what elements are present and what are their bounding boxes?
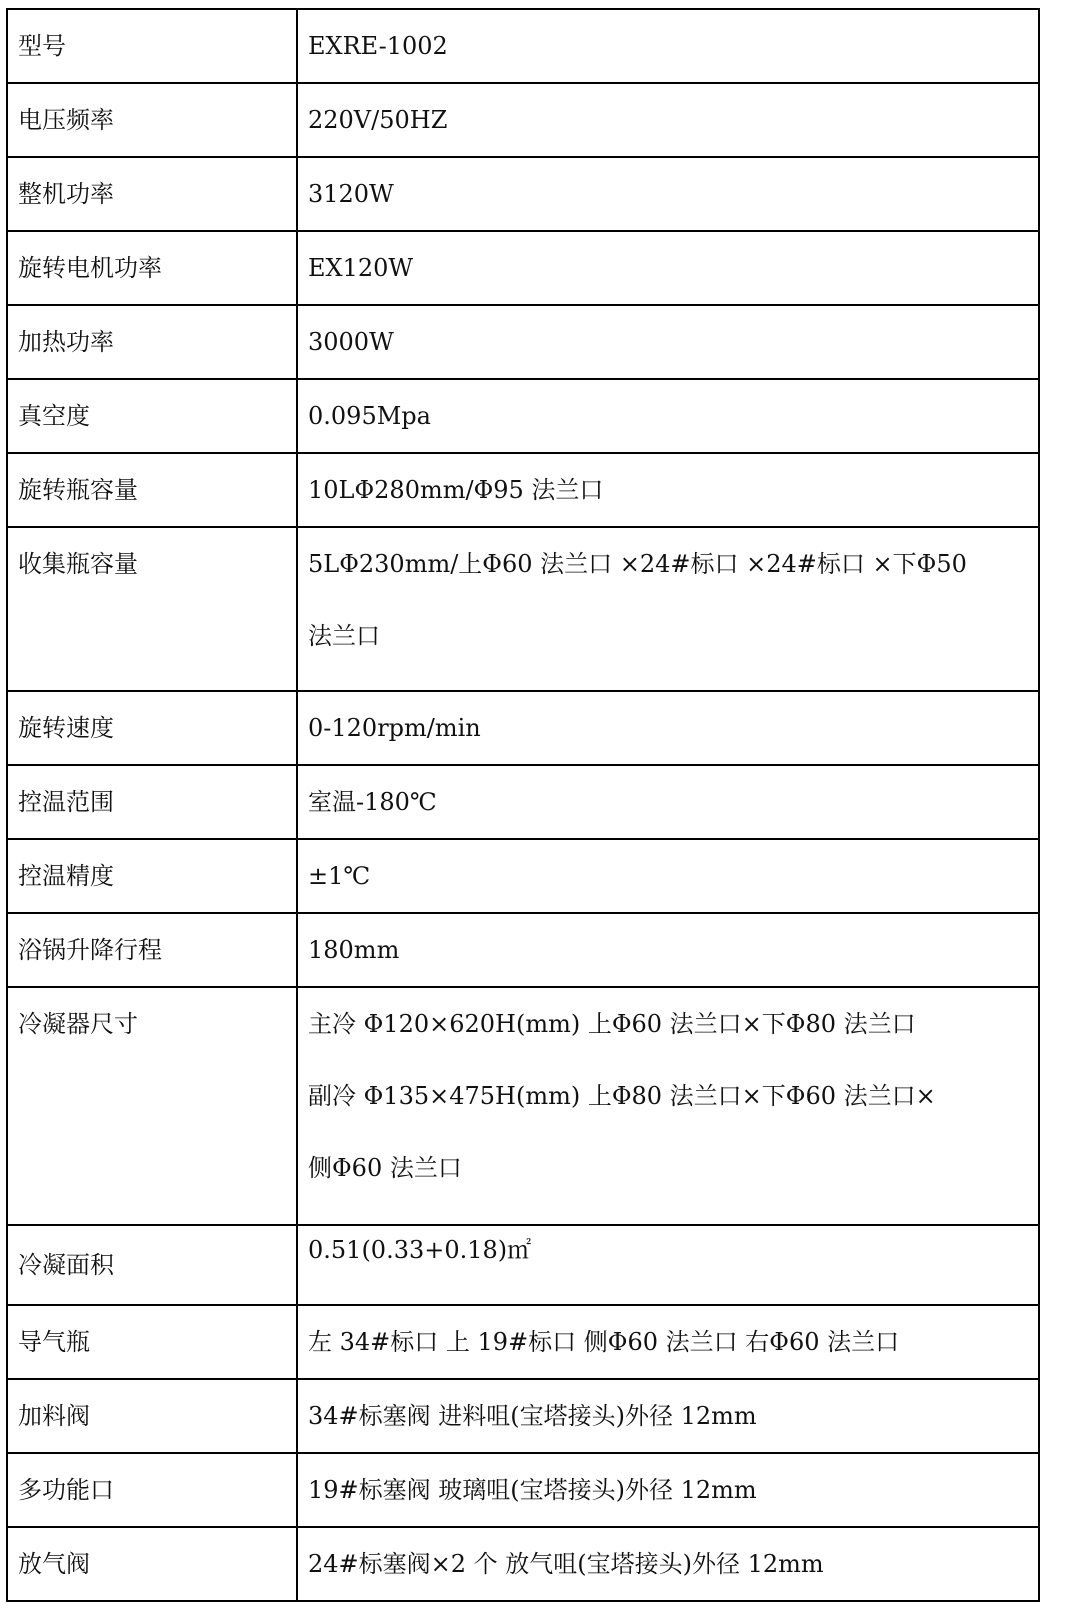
row-value: 0.51(0.33+0.18)㎡ bbox=[297, 1225, 1039, 1305]
table-row bbox=[7, 1527, 1039, 1601]
row-label: 浴锅升降行程 bbox=[7, 913, 297, 987]
value-line: 侧Φ60 法兰口 bbox=[308, 1154, 462, 1182]
row-label: 整机功率 bbox=[7, 157, 297, 231]
row-label: 冷凝器尺寸 bbox=[7, 987, 297, 1225]
table-row bbox=[7, 987, 1039, 1225]
row-label: 控温精度 bbox=[7, 839, 297, 913]
row-label: 型号 bbox=[7, 9, 297, 83]
row-label: 控温范围 bbox=[7, 765, 297, 839]
table-row bbox=[7, 1453, 1039, 1527]
row-value: EX120W bbox=[297, 231, 1039, 305]
row-value: 10LΦ280mm/Φ95 法兰口 bbox=[297, 453, 1039, 527]
row-label: 加料阀 bbox=[7, 1379, 297, 1453]
table-row bbox=[7, 157, 1039, 231]
value-line: 副冷 Φ135×475H(mm) 上Φ80 法兰口×下Φ60 法兰口× bbox=[308, 1082, 936, 1110]
table-row bbox=[7, 913, 1039, 987]
row-label: 导气瓶 bbox=[7, 1305, 297, 1379]
row-label: 冷凝面积 bbox=[7, 1225, 297, 1305]
row-label: 放气阀 bbox=[7, 1527, 297, 1601]
row-label: 真空度 bbox=[7, 379, 297, 453]
row-value: 0.095Mpa bbox=[297, 379, 1039, 453]
value-line: 法兰口 bbox=[308, 622, 380, 650]
spec-table bbox=[6, 8, 1040, 1602]
table-row bbox=[7, 527, 1039, 691]
row-value: 220V/50HZ bbox=[297, 83, 1039, 157]
table-row bbox=[7, 231, 1039, 305]
row-value: 180mm bbox=[297, 913, 1039, 987]
row-value bbox=[297, 987, 1039, 1225]
row-value: 左 34#标口 上 19#标口 侧Φ60 法兰口 右Φ60 法兰口 bbox=[297, 1305, 1039, 1379]
value-line: 5LΦ230mm/上Φ60 法兰口 ×24#标口 ×24#标口 ×下Φ50 bbox=[308, 550, 967, 578]
row-label: 加热功率 bbox=[7, 305, 297, 379]
table-row bbox=[7, 305, 1039, 379]
table-row bbox=[7, 1305, 1039, 1379]
row-label: 多功能口 bbox=[7, 1453, 297, 1527]
row-value: 室温-180℃ bbox=[297, 765, 1039, 839]
table-row bbox=[7, 379, 1039, 453]
row-value: 24#标塞阀×2 个 放气咀(宝塔接头)外径 12mm bbox=[297, 1527, 1039, 1601]
table-row bbox=[7, 1225, 1039, 1305]
row-value: 0-120rpm/min bbox=[297, 691, 1039, 765]
table-row bbox=[7, 839, 1039, 913]
table-row bbox=[7, 691, 1039, 765]
value-line: 主冷 Φ120×620H(mm) 上Φ60 法兰口×下Φ80 法兰口 bbox=[308, 1010, 916, 1038]
table-row bbox=[7, 765, 1039, 839]
row-value: 19#标塞阀 玻璃咀(宝塔接头)外径 12mm bbox=[297, 1453, 1039, 1527]
row-label: 旋转瓶容量 bbox=[7, 453, 297, 527]
table-row bbox=[7, 1379, 1039, 1453]
row-value: 3120W bbox=[297, 157, 1039, 231]
row-label: 旋转速度 bbox=[7, 691, 297, 765]
row-label: 收集瓶容量 bbox=[7, 527, 297, 691]
row-value: EXRE-1002 bbox=[297, 9, 1039, 83]
row-value: 3000W bbox=[297, 305, 1039, 379]
row-value bbox=[297, 527, 1039, 691]
row-value: 34#标塞阀 进料咀(宝塔接头)外径 12mm bbox=[297, 1379, 1039, 1453]
row-label: 旋转电机功率 bbox=[7, 231, 297, 305]
table-row bbox=[7, 83, 1039, 157]
row-value: ±1℃ bbox=[297, 839, 1039, 913]
table-row bbox=[7, 453, 1039, 527]
row-label: 电压频率 bbox=[7, 83, 297, 157]
table-row bbox=[7, 9, 1039, 83]
